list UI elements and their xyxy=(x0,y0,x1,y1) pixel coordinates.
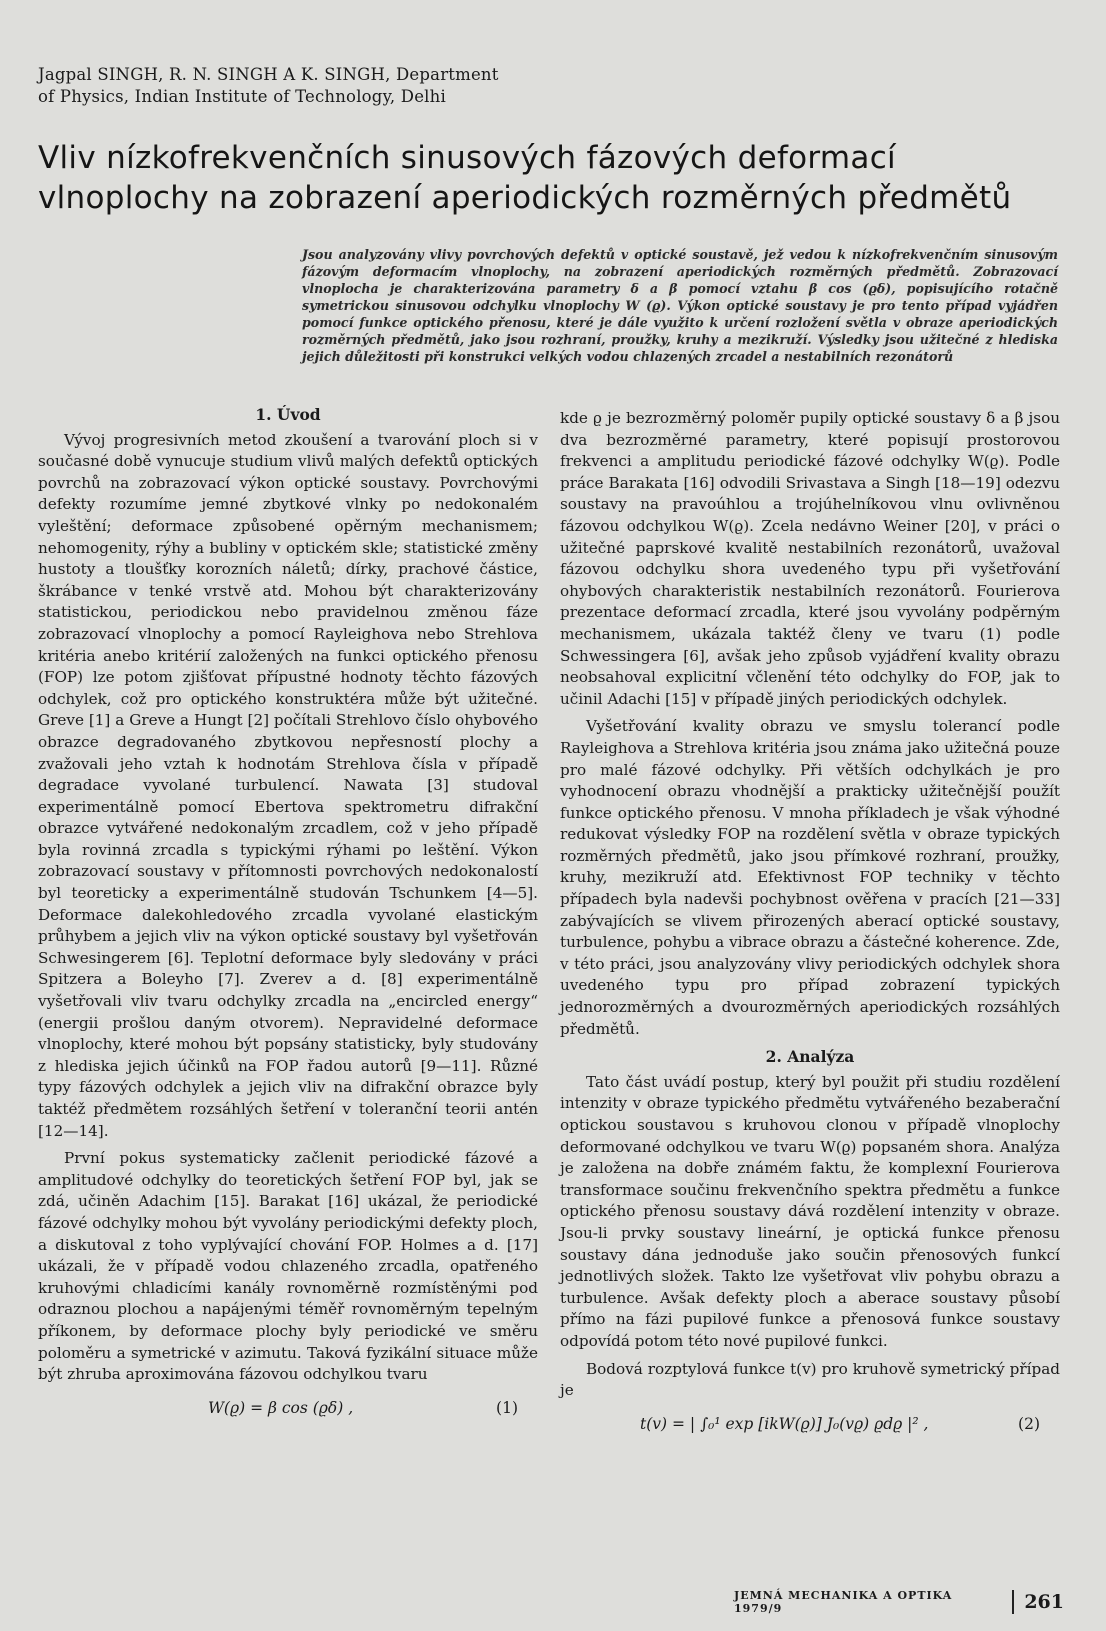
equation-expression: t(v) = | ∫₀¹ exp [ikW(ϱ)] J₀(vϱ) ϱdϱ |² , xyxy=(640,1414,929,1433)
paragraph: Tato část uvádí postup, který byl použit při studiu rozdělení intenzity v obraze typického předmětu vytvářeného bezaberační optickou soustavou s kruhovou clonou v případě vlnoplochy deformované odchylkou ve tvaru W(ϱ) popsaném shora. Analýza je založena na dobře známém faktu, že komplexní Fourierova transformace součinu frekvenčního spektra předmětu a funkce optického přenosu soustavy dává rozdělení intenzity v obraze. Jsou-li prvky soustavy lineární, je optická funkce přenosu soustavy dána jednoduše jako součin přenosových funkcí jednotlivých složek. Takto lze vyšetřovat vliv pohybu obrazu a turbulence. Avšak defekty ploch a aberace soustavy působí přímo na fázi pupilové funkce a přenosová funkce soustavy odpovídá potom této nové pupilové funkci. xyxy=(560,1072,1060,1350)
title-line-1: Vliv nízkofrekvenčních sinusových fázových deformací xyxy=(38,140,896,176)
journal-name: JEMNÁ MECHANIKA A OPTIKA 1979/9 xyxy=(734,1589,953,1615)
title-line-2: vlnoplochy na zobrazení aperiodických rozměrných předmětů xyxy=(38,180,1012,216)
abstract: Jsou analyzovány vlivy povrchových defektů v optické soustavě, jež vedou k nízkofrekvenčním sinusovým fázovým deformacím vlnoplochy, na zobrazení aperiodických rozměrných předmětů. Zobrazovací vlnoplocha je charakterizována parametry δ a β pomocí vztahu β cos (ϱδ), popisujícího rotačně symetrickou sinusovou odchylku vlnoplochy W (ϱ). Výkon optické soustavy je pro tento případ vyjádřen pomocí funkce optického přenosu, které je dále využito k určení rozložení světla v obraze aperiodických rozměrných předmětů, jako jsou rozhraní, proužky, kruhy a mezikruží. Výsledky jsou užitečné z hlediska jejich důležitosti při konstrukci velkých vodou chlazených zrcadel a nestabilních rezonátorů xyxy=(302,247,1058,364)
equation-2 xyxy=(560,1414,1060,1436)
equation-number: (2) xyxy=(1018,1414,1040,1433)
equation-number: (1) xyxy=(496,1398,518,1417)
article-title xyxy=(38,138,1078,218)
paragraph: Bodová rozptylová funkce t(v) pro kruhově symetrický případ je xyxy=(560,1359,1060,1400)
section-heading-intro: 1. Úvod xyxy=(255,405,321,424)
footer-divider xyxy=(1012,1590,1014,1614)
right-column xyxy=(560,408,1060,1435)
paragraph: Vývoj progresivních metod zkoušení a tvarování ploch si v současné době vynucuje studium vlivů malých defektů optických povrchů na zobrazovací výkon optické soustavy. Povrchovými defekty rozumíme jemné zbytkové vlnky po nedokonalém vyleštění; deformace způsobené opěrným mechanismem; nehomogenity, rýhy a bubliny v optickém skle; statistické změny hustoty a tloušťky korozních náletů; dírky, prachové částice, škrábance v tenké vrstvě atd. Mohou být charakterizovány statistickou, periodickou nebo pravidelnou změnou fáze zobrazovací vlnoplochy a pomocí Rayleighova nebo Strehlova kritéria anebo kritérií založených na funkci optického přenosu (FOP) lze potom zjišťovat přípustné hodnoty těchto fázových odchylek, což pro optického konstruktéra může být užitečné. Greve [1] a Greve a Hungt [2] počítali Strehlovo číslo ohybového obrazce degradovaného zbytkovou nepřesností plochy a zvažovali jeho vztah k hodnotám Strehlova čísla v případě degradace vyvolané turbulencí. Nawata [3] studoval experimentálně pomocí Ebertova spektrometru difrakční obrazce vytvářené nedokonalým zrcadlem, což v jeho případě byla rovinná zrcadla s typickými rýhami po leštění. Výkon zobrazovací soustavy v přítomnosti povrchových nedokonalostí byl teoreticky a experimentálně studován Tschunkem [4—5]. Deformace dalekohledového zrcadla vyvolané elastickým průhybem a jejich vliv na výkon optické soustavy byl vyšetřován Schwesingerem [6]. Teplotní deformace byly sledovány v práci Spitzera a Boleyho [7]. Zverev a d. [8] experimentálně vyšetřovali vliv tvaru odchylky zrcadla na „encircled energy“ (energii prošlou daným otvorem). Nepravidelné deformace vlnoplochy, které mohou být popsány statisticky, byly studovány z hlediska jejich účinků na FOP řadou autorů [9—11]. Různé typy fázových odchylek a jejich vliv na difrakční obrazce byly taktéž předmětem rozsáhlých šetření v toleranční teorii antén [12—14]. xyxy=(38,430,538,1140)
equation-1 xyxy=(38,1398,538,1420)
authors-line-2: of Physics, Indian Institute of Technology, Delhi xyxy=(38,87,446,106)
equation-expression: W(ϱ) = β cos (ϱδ) , xyxy=(208,1398,354,1417)
authors-line-1: Jagpal SINGH, R. N. SINGH A K. SINGH, Department xyxy=(38,65,499,84)
left-column xyxy=(38,404,538,1419)
page-footer xyxy=(734,1589,1064,1615)
paragraph: kde ϱ je bezrozměrný poloměr pupily optické soustavy δ a β jsou dva bezrozměrné parametry, které popisují prostorovou frekvenci a amplitudu periodické fázové odchylky W(ϱ). Podle práce Barakata [16] odvodili Srivastava a Singh [18—19] odezvu soustavy na pravoúhlou a trojúhelníkovou vlnu ovlivněnou fázovou odchylkou W(ϱ). Zcela nedávno Weiner [20], v práci o užitečné paprskové kvalitě nestabilních rezonátorů, uvažoval fázovou odchylku shora uvedeného typu při vyšetřování ohybových charakteristik nestabilních rezonátorů. Fourierova prezentace deformací zrcadla, které jsou vyvolány podpěrným mechanismem, ukázala taktéž členy ve tvaru (1) podle Schwessingera [6], avšak jeho způsob vyjádření kvality obrazu neobsahoval explicitní včlenění této odchylky do FOP, jak to učinil Adachi [15] v případě jiných periodických odchylek. xyxy=(560,409,1060,708)
paragraph: První pokus systematicky začlenit periodické fázové a amplitudové odchylky do teoretických šetření FOP byl, jak se zdá, učiněn Adachim [15]. Barakat [16] ukázal, že periodické fázové odchylky mohou být vyvolány periodickými defekty ploch, a diskutoval z toho vyplývající chování FOP. Holmes a d. [17] ukázali, že v případě vodou chlazeného zrcadla, opatřeného kruhovými chladicími kanály rovnoměrně rozmístěnými pod odraznou plochou a napájenými téměř rovnoměrným tepelným příkonem, by deformace plochy byly periodické ve směru poloměru a symetrické v azimutu. Taková fyzikální situace může být zhruba aproximována fázovou odchylkou tvaru xyxy=(38,1149,538,1384)
paragraph: Vyšetřování kvality obrazu ve smyslu tolerancí podle Rayleighova a Strehlova kritéria jsou známa jako užitečná pouze pro malé fázové odchylky. Při větších odchylkách je pro vyhodnocení obrazu vhodnější a prakticky užitečnější použít funkce optického přenosu. V mnoha příkladech je však výhodné redukovat výsledky FOP na rozdělení světla v obraze typických rozměrných předmětů, jako jsou přímkové rozhraní, proužky, kruhy, mezikruží atd. Efektivnost FOP techniky v těchto případech byla nadevši pochybnost ověřena v pracích [21—33] zabývajících se vlivem přirozených aberací optické soustavy, turbulence, pohybu a vibrace obrazu a částečné koherence. Zde, v této práci, jsou analyzovány vlivy periodických odchylek shora uvedeného typu pro případ zobrazení typických jednorozměrných a dvourozměrných aperiodických rozsáhlých předmětů. xyxy=(560,717,1060,1038)
section-heading-analysis: 2. Analýza xyxy=(765,1047,855,1067)
page-number: 261 xyxy=(1024,1591,1064,1613)
authors xyxy=(38,64,638,108)
